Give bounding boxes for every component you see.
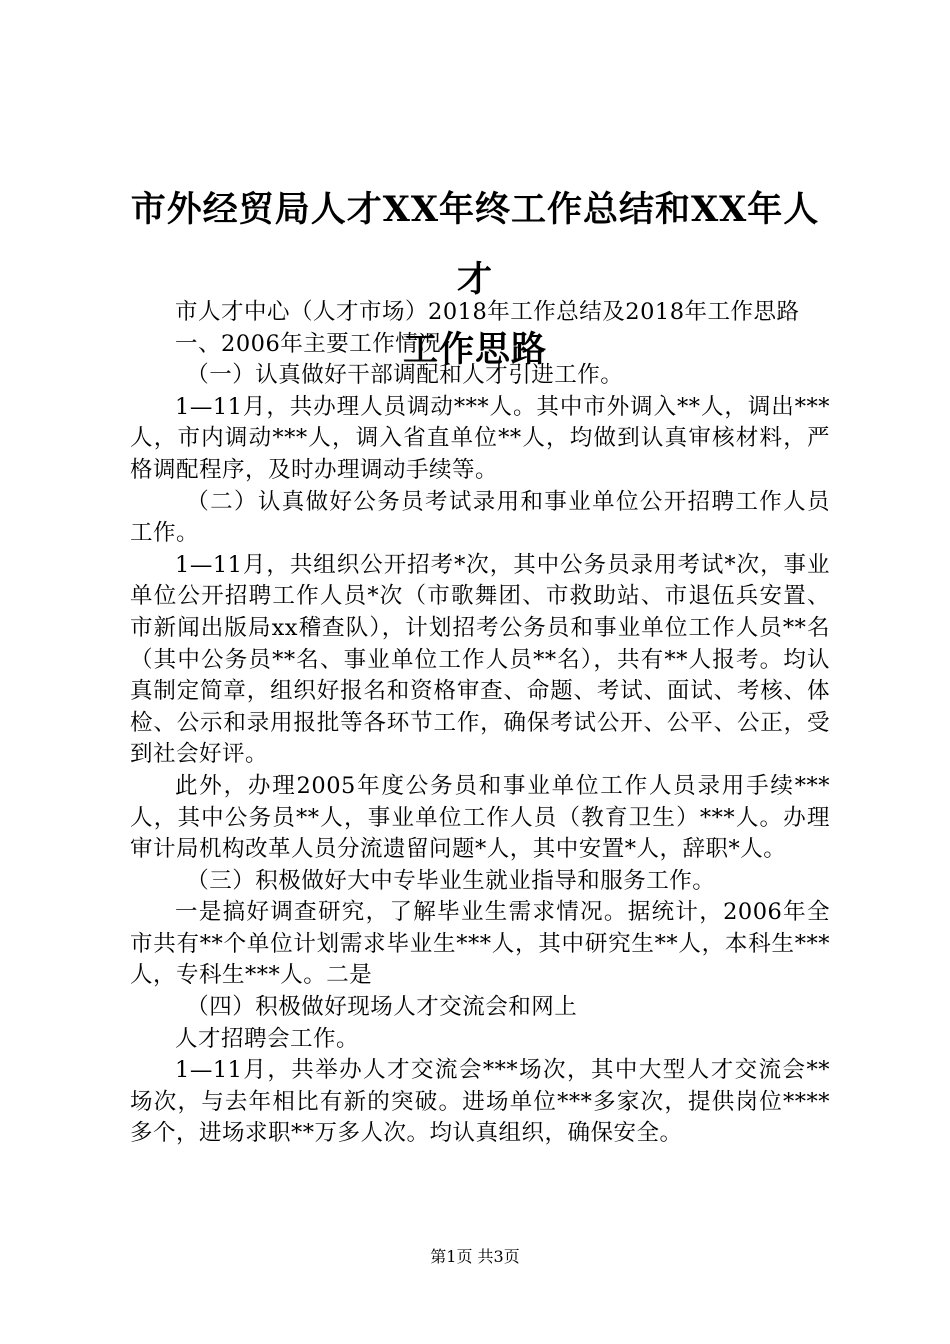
title-line-1: 市外经贸局人才XX年终工作总结和XX年人才 [130,189,820,300]
paragraph: 1—11月，共举办人才交流会***场次，其中大型人才交流会**场次，与去年相比有新的突破。进场单位***多家次，提供岗位****多个，进场求职**万多人次。均认真组织，确保安全。 [130,1057,830,1147]
paragraph-subtitle: 市人才中心（人才市场）2018年工作总结及2018年工作思路 [175,299,800,325]
paragraph: 此外，办理2005年度公务员和事业单位工作人员录用手续***人，其中公务员**人，事业单位工作人员（教育卫生）***人。办理审计局机构改革人员分流遗留问题*人，其中安置*人，辞职*人。 [130,772,830,863]
document-body [130,297,830,1150]
paragraph: 1—11月，共组织公开招考*次，其中公务员录用考试*次，事业单位公开招聘工作人员*次（市歌舞团、市救助站、市退伍兵安置、市新闻出版局xx稽查队），计划招考公务员和事业单位工作人员**名（其中公务员**名、事业单位工作人员**名），共有**人报考。均认真制定简章，组织好报名和资格审查、命题、考试、面试、考核、体检、公示和录用报批等各环节工作，确保考试公开、公平、公正，受到社会好评。 [130,551,830,768]
subsection-heading: （三）积极做好大中专毕业生就业指导和服务工作。 [186,867,716,894]
paragraph: 一是搞好调查研究，了解毕业生需求情况。据统计，2006年全市共有**个单位计划需求毕业生***人，其中研究生**人，本科生***人，专科生***人。二是 [130,899,830,989]
section-heading: 一、2006年主要工作情况 [175,330,442,357]
subsection-heading: （四）积极做好现场人才交流会和网上 [186,994,578,1021]
subsection-heading: （二）认真做好公务员考试录用和事业单位公开招聘工作人员工作。 [130,488,830,547]
subsection-heading: （一）认真做好干部调配和人才引进工作。 [186,362,624,389]
title-line-2: 工作思路 [402,329,547,370]
paragraph: 1—11月，共办理人员调动***人。其中市外调入**人，调出***人，市内调动***人，调入省直单位**人，均做到认真审核材料，严格调配程序，及时办理调动手续等。 [130,393,830,483]
page-footer: 第1页 共3页 [430,1247,520,1266]
paragraph: 人才招聘会工作。 [175,1025,360,1052]
